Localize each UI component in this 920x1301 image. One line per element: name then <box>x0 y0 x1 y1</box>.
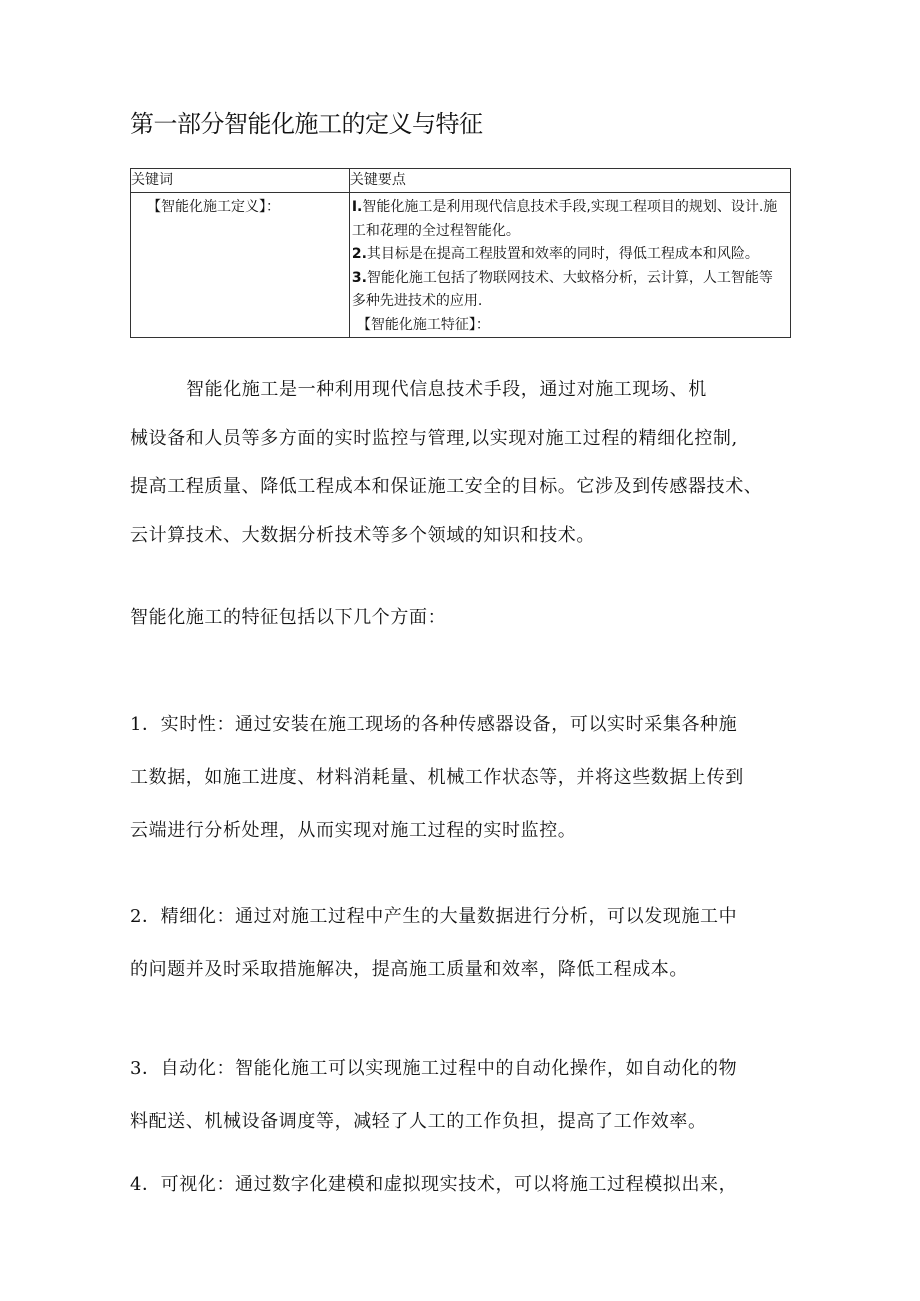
key-point-2 <box>352 243 786 267</box>
table-header-points: 关键要点 <box>349 169 790 193</box>
paragraph-line: 提高工程质量、降低工程成本和保证施工安全的目标。它涉及到传感器技术、 <box>130 476 763 497</box>
key-point-text: 智能化施工是利用现代信息技术手段,实现工程项目的规划、设计.施工和花理的全过程智能化。 <box>351 199 778 239</box>
table-cell-keyword: 【智能化施工定义】： <box>131 193 350 338</box>
table-header-row <box>131 169 791 193</box>
paragraph-line: 料配送、机械设备调度等，减轻了人工的工作负担，提高了工作效率。 <box>130 1111 707 1132</box>
table-row <box>131 193 791 338</box>
paragraph-automation <box>130 1042 795 1148</box>
key-point-text: 智能化施工包括了物联网技术、大蚊格分析，云计算，人工智能等多种先进技术的应用. <box>351 269 773 309</box>
paragraph-line: 工数据，如施工进度、材料消耗量、机械工作状态等，并将这些数据上传到 <box>130 767 744 788</box>
key-point-1 <box>352 196 786 243</box>
paragraph-line: 智能化施工是一种利用现代信息技术手段，通过对施工现场、机 <box>186 379 707 400</box>
key-point-number: 2. <box>351 246 367 262</box>
keyword-table <box>130 168 791 338</box>
paragraph-line: 械设备和人员等多方面的实时监控与管理,以实现对施工过程的精细化控制, <box>130 427 738 449</box>
paragraph-realtime <box>130 698 795 857</box>
paragraph-features-intro <box>130 604 795 632</box>
paragraph-line: 4．可视化：通过数字化建模和虚拟现实技术，可以将施工过程模拟出来， <box>130 1174 738 1195</box>
paragraph-line: 1．实时性：通过安装在施工现场的各种传感器设备，可以实时采集各种施 <box>130 714 738 735</box>
paragraph-visualization <box>130 1158 795 1211</box>
paragraph-line: 2．精细化：通过对施工过程中产生的大量数据进行分析，可以发现施工中 <box>130 906 738 927</box>
table-cell-points <box>349 193 790 338</box>
page-title: 第一部分智能化施工的定义与特征 <box>130 110 483 138</box>
key-point-number: 3. <box>351 269 367 286</box>
table-header-keyword: 关键词 <box>131 169 350 193</box>
paragraph-intro <box>130 366 795 560</box>
paragraph-refinement <box>130 890 795 996</box>
key-point-text: 其目标是在提高工程肢置和效率的同时，得低工程成本和风险。 <box>366 246 759 262</box>
paragraph-line: 云端进行分析处理，从而实现对施工过程的实时监控。 <box>130 820 577 841</box>
paragraph-line: 云计算技术、大数据分析技术等多个领域的知识和技术。 <box>130 524 595 546</box>
feature-subheading: 【智能化施工特征】： <box>356 316 490 333</box>
key-point-number: I. <box>351 199 363 215</box>
paragraph-line: 智能化施工的特征包括以下几个方面： <box>130 607 447 628</box>
paragraph-line: 3．自动化：智能化施工可以实现施工过程中的自动化操作，如自动化的物 <box>130 1058 738 1079</box>
key-point-3 <box>352 267 786 314</box>
paragraph-line: 的问题并及时采取措施解决，提高施工质量和效率，降低工程成本。 <box>130 959 688 980</box>
